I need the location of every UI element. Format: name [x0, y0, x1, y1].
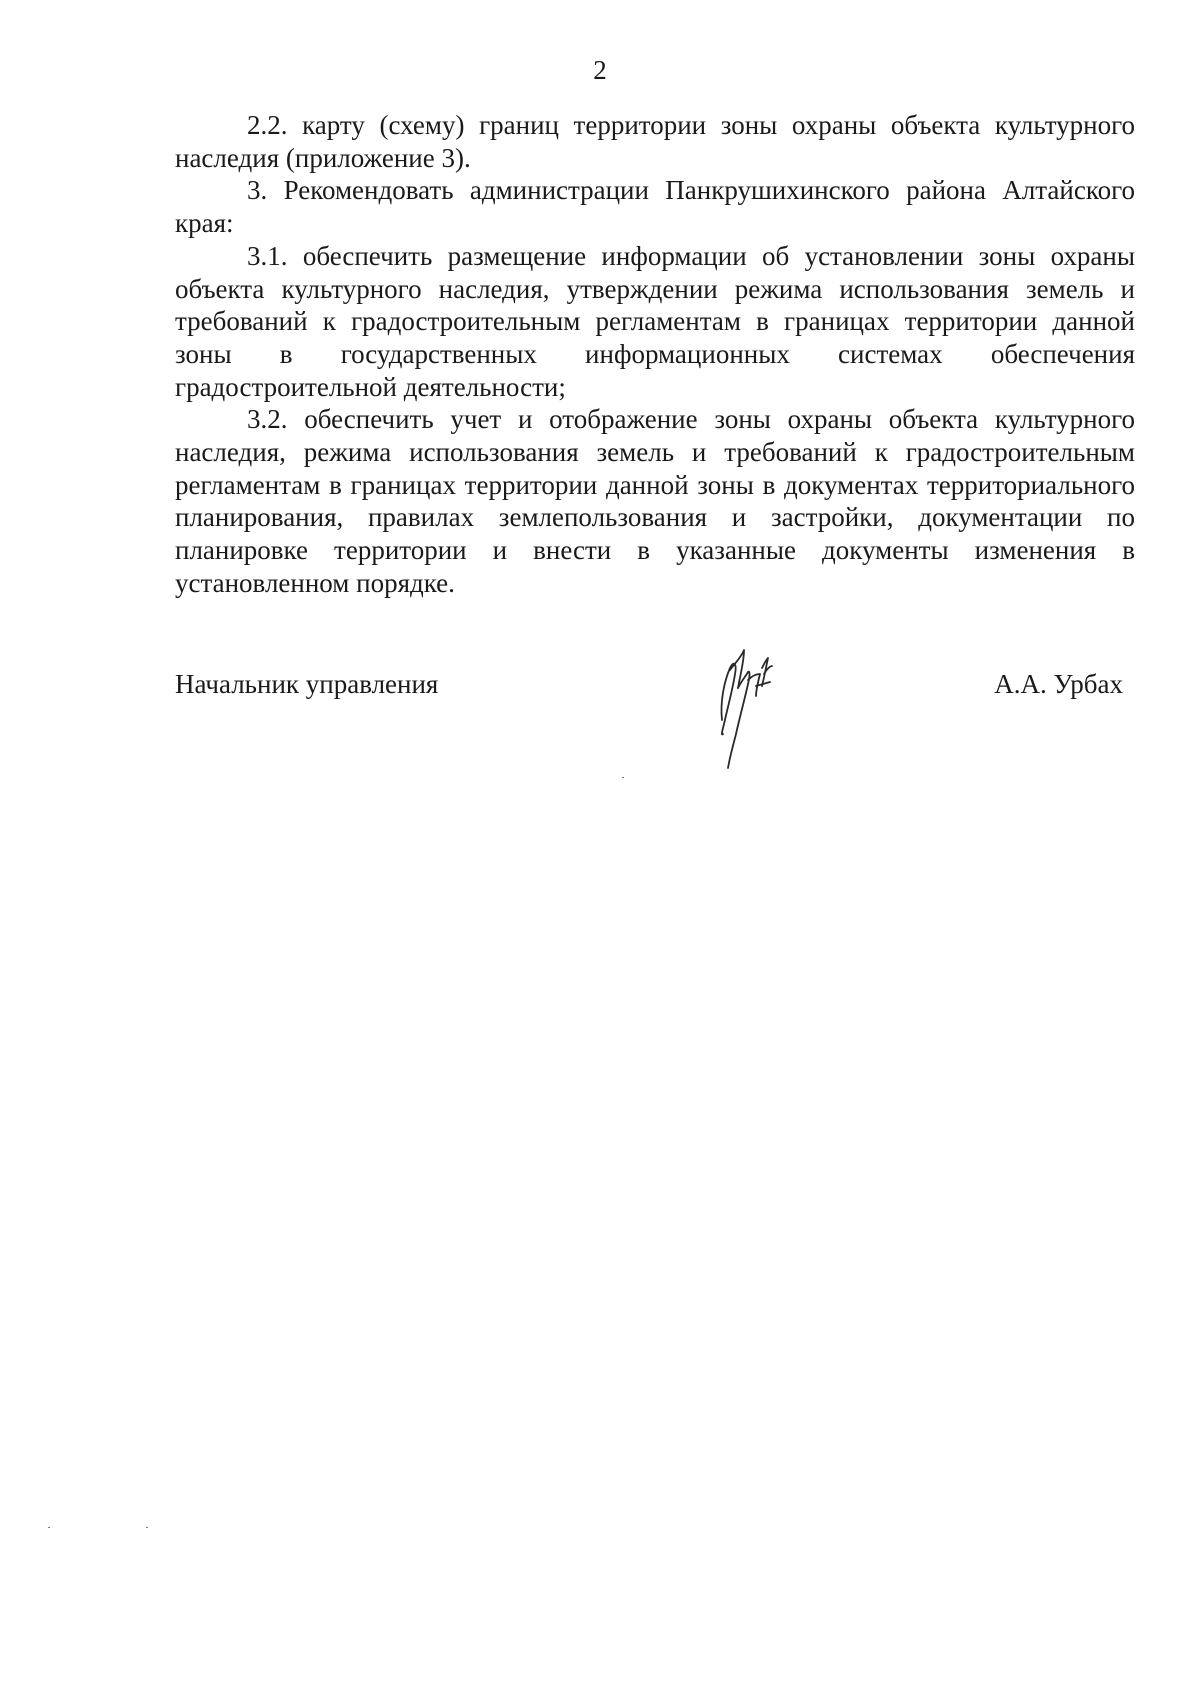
handwritten-signature	[700, 640, 820, 780]
scan-speck	[48, 1527, 50, 1528]
signature-block	[175, 668, 1135, 708]
scan-speck	[146, 1527, 148, 1528]
paragraph-3-1: 3.1. обеспечить размещение информации об установлении зоны охраны объекта культурного наследия, утверждении режима использования земель и требований к градостроительным регламентам в границах территории данной зоны в государственных информационных системах обеспечения градостроительной деятельности;	[175, 240, 1135, 402]
page-number: 2	[593, 55, 607, 85]
paragraph-2-2: 2.2. карту (схему) границ территории зоны охраны объекта культурного наследия (приложение 3).	[175, 110, 1135, 173]
scan-speck	[622, 777, 624, 778]
paragraph-3: 3. Рекомендовать администрации Панкрушихинского района Алтайского края:	[175, 175, 1135, 239]
document-body	[175, 109, 1135, 600]
signer-name: А.А. Урбах	[994, 669, 1123, 699]
paragraph-3-2: 3.2. обеспечить учет и отображение зоны охраны объекта культурного наследия, режима использования земель и требований к градостроительным регламентам в границах территории данной зоны в документах территориального планирования, правилах землепользования и застройки, документации по планировке территории и внести в указанные документы изменения в установленном порядке.	[175, 404, 1135, 598]
signer-position: Начальник управления	[175, 669, 439, 699]
